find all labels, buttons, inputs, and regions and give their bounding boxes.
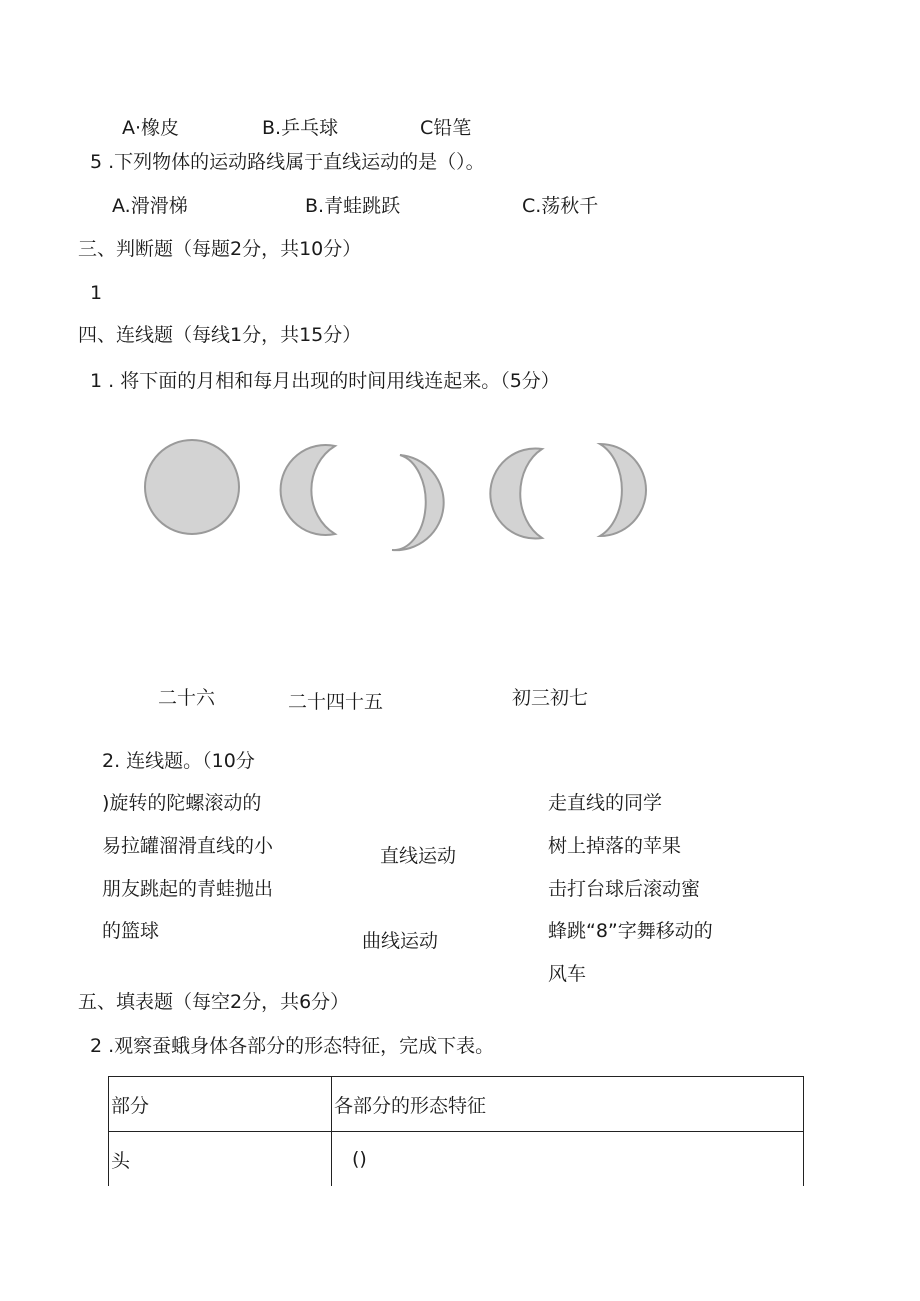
crescent-moon-icon [281,445,335,535]
table-cell-answer-blank[interactable]: () [332,1132,804,1187]
left-item-line: 易拉罐溜滑直线的小 [102,835,274,857]
left-item-line: 朋友跳起的青蛙抛出 [102,878,274,900]
page-bottom-margin [0,1186,920,1301]
section5-title: 五、填表题（每空2分，共6分） [78,991,350,1013]
table-header-cell: 各部分的形态特征 [332,1077,804,1132]
q4-option-c: C铅笔 [420,117,472,139]
date-label: 二十六 [158,687,216,709]
table-header-cell: 部分 [109,1077,332,1132]
table-row [109,1132,804,1187]
q5-option-c: C.荡秋千 [522,195,599,217]
q5-option-b: B.青蛙跳跃 [305,195,401,217]
q4-option-a: A·橡皮 [122,117,180,139]
table-header-row [109,1077,804,1132]
section4-title: 四、连线题（每线1分，共15分） [78,324,362,346]
section4-q1: 1 . 将下面的月相和每月出现的时间用线连起来。（5分） [90,370,560,392]
full-moon-icon [145,440,239,534]
feature-table [108,1076,804,1186]
left-item-line: )旋转的陀螺滚动的 [102,792,262,814]
table-cell: 头 [109,1132,332,1187]
section3-item: 1 [90,282,103,304]
q5-option-a: A.滑滑梯 [112,195,188,217]
moon-phases-figure [130,425,670,560]
q5-stem: 5 .下列物体的运动路线属于直线运动的是（）。 [90,151,485,173]
crescent-moon-icon [490,449,542,539]
right-item-line: 蜂跳“8”字舞移动的 [548,920,713,942]
crescent-moon-icon [392,455,444,550]
curve-motion-label: 曲线运动 [362,930,439,952]
q4-option-b: B.乒乓球 [262,117,339,139]
crescent-moon-icon [600,444,646,536]
date-label: 初三初七 [512,687,589,709]
right-item-line: 击打台球后滚动蜜 [548,878,701,900]
date-label: 二十四十五 [288,691,384,713]
section5-q2: 2 .观察蚕蛾身体各部分的形态特征，完成下表。 [90,1035,495,1057]
left-item-line: 的篮球 [102,920,160,942]
section3-title: 三、判断题（每题2分，共10分） [78,238,362,260]
right-item-line: 风车 [548,963,587,985]
section4-q2: 2. 连线题。（10分 [102,750,255,772]
right-item-line: 走直线的同学 [548,792,663,814]
right-item-line: 树上掉落的苹果 [548,835,682,857]
straight-motion-label: 直线运动 [380,845,457,867]
